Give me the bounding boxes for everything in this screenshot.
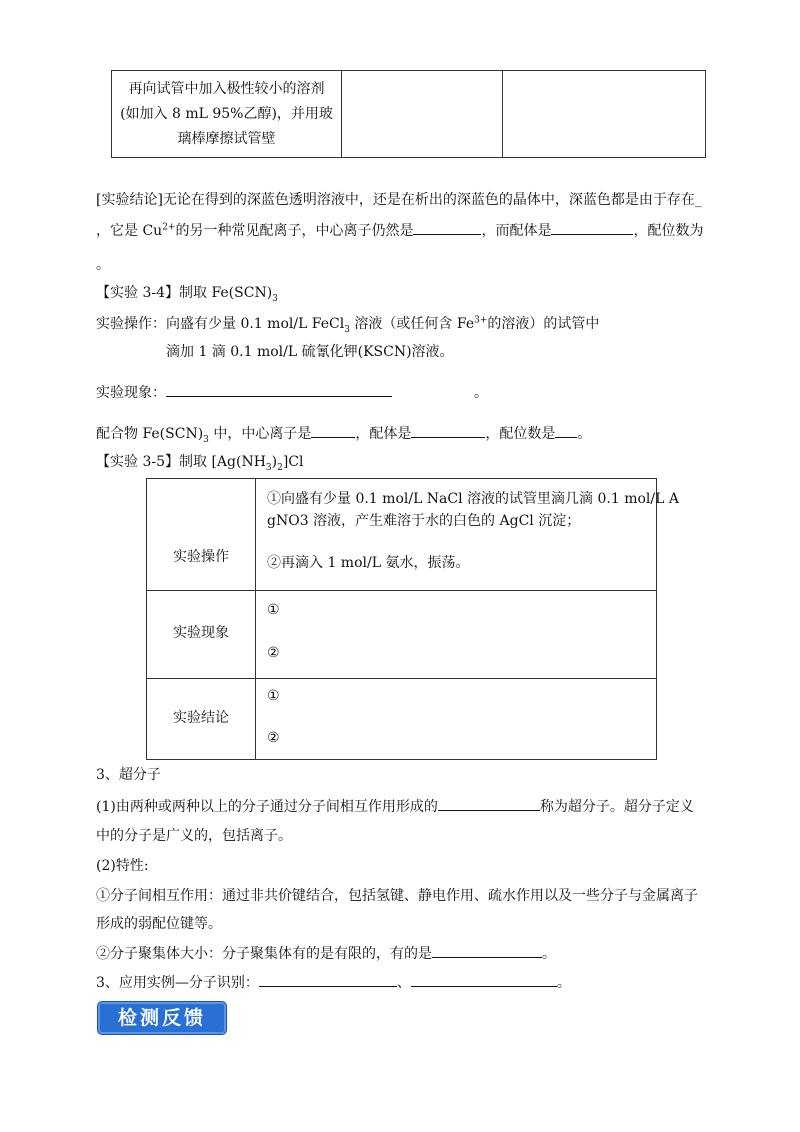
supra-p1 — [96, 796, 694, 817]
row-label: 实验现象 — [173, 625, 229, 641]
text-span: ，配位数为 — [633, 223, 704, 239]
supra-p5 — [96, 972, 571, 993]
fill-blank — [555, 423, 577, 438]
table-cell-line: 璃棒摩擦试管壁 — [177, 131, 276, 147]
fill-blank — [413, 220, 481, 235]
top-table — [111, 70, 706, 158]
text-span: 。 — [542, 946, 556, 962]
table-cell-marker: ② — [267, 730, 280, 746]
text-span: 溶液（或任何含 Fe — [349, 316, 475, 332]
supra-p4 — [96, 943, 556, 964]
text-span: (1)由两种或两种以上的分子通过分子间相互作用形成的 — [96, 799, 438, 815]
table-cell-line: gNO3 溶液，产生难溶于水的白色的 AgCl 沉淀； — [267, 513, 581, 529]
text-span: ，配体是 — [355, 426, 412, 442]
text-span: 实验现象： — [96, 385, 166, 401]
text-span: 。 — [556, 975, 571, 991]
text-span: 。 — [577, 426, 592, 442]
exp34-title — [96, 283, 278, 303]
supra-p3-line1: ①分子间相互作用：通过非共价键结合，包括氢键、静电作用、疏水作用以及一些分子与金属离子 — [96, 888, 698, 904]
row-label: 实验操作 — [173, 549, 229, 565]
fill-blank — [411, 972, 557, 987]
table-cell-line: ②再滴入 1 mol/L 氨水，振荡。 — [267, 555, 470, 571]
subscript: 3 — [265, 462, 272, 473]
exp34-phenomenon — [96, 382, 488, 403]
section-heading: 3、超分子 — [96, 767, 161, 783]
table-divider — [147, 678, 656, 679]
subscript: 3 — [272, 293, 278, 304]
superscript: 3+ — [474, 315, 488, 326]
supra-p3-line2: 形成的弱配位键等。 — [96, 916, 222, 932]
supra-p2: (2)特性: — [96, 858, 149, 874]
text-span: 称为超分子。超分子定义 — [539, 799, 694, 815]
table-cell-marker: ② — [267, 645, 280, 661]
superscript: 2+ — [162, 222, 176, 233]
table-cell-line: 再向试管中加入极性较小的溶剂 — [128, 81, 325, 97]
table-divider — [341, 71, 342, 157]
fill-blank — [411, 423, 485, 438]
fill-blank — [259, 972, 397, 987]
table-cell-line: ①向盛有少量 0.1 mol/L NaCl 溶液的试管里滴几滴 0.1 mol/L A — [267, 491, 679, 507]
conclusion-line-2 — [96, 220, 703, 241]
exp34-operation — [96, 314, 599, 334]
row-label: 实验结论 — [173, 710, 229, 726]
table-divider — [502, 71, 503, 157]
exp35-table — [146, 478, 679, 760]
text-span: 【实验 3-4】制取 Fe(SCN) — [96, 285, 273, 301]
supra-p1-line2: 中的分子是广义的，包括离子。 — [96, 828, 292, 844]
table-cell-marker: ① — [267, 602, 280, 618]
text-span: ) — [271, 454, 278, 470]
subscript: 2 — [277, 462, 283, 473]
text-span: 中，中心离子是 — [208, 426, 312, 442]
text-span: 。 — [474, 385, 488, 401]
fill-blank — [551, 220, 633, 235]
fill-blank — [166, 382, 392, 397]
fill-blank — [311, 423, 355, 438]
text-span: ]Cl — [282, 454, 304, 470]
text-span: 的另一种常见配离子，中心离子仍然是 — [175, 223, 414, 239]
table-cell — [267, 488, 679, 574]
text-span: ，配位数是 — [485, 426, 556, 442]
conclusion-line-3: 。 — [96, 257, 110, 273]
table-cell-marker: ① — [267, 688, 280, 704]
text-span: ，而配体是 — [481, 223, 552, 239]
text-span: ②分子聚集体大小：分子聚集体有的是有限的，有的是 — [96, 946, 432, 962]
subscript: 3 — [344, 324, 350, 335]
text-span: 配合物 Fe(SCN) — [96, 426, 204, 442]
subscript: 3 — [203, 434, 209, 445]
exp35-title — [96, 452, 304, 472]
text-span: 的溶液）的试管中 — [487, 316, 600, 332]
text-span: 、 — [396, 975, 411, 991]
text-span: ，它是 Cu — [96, 223, 163, 239]
feedback-badge: 检测反馈 — [97, 1001, 227, 1035]
text-span: 【实验 3-5】制取 [Ag(NH — [96, 454, 266, 470]
text-span: 实验操作：向盛有少量 0.1 mol/L FeCl — [96, 316, 345, 332]
table-cell — [112, 77, 341, 152]
table-divider — [255, 479, 256, 759]
fill-blank — [438, 796, 540, 811]
table-divider — [147, 590, 656, 591]
fill-blank — [432, 943, 542, 958]
conclusion-line-1: [实验结论]无论在得到的深蓝色透明溶液中，还是在析出的深蓝色的晶体中，深蓝色都是由于存在_ — [96, 192, 702, 208]
exp34-operation-line2: 滴加 1 滴 0.1 mol/L 硫氰化钾(KSCN)溶液。 — [166, 344, 454, 360]
text-span: 3、应用实例—分子识别： — [96, 975, 259, 991]
exp34-complex — [96, 423, 591, 444]
table-cell-line: (如加入 8 mL 95%乙醇)，并用玻 — [120, 106, 333, 122]
